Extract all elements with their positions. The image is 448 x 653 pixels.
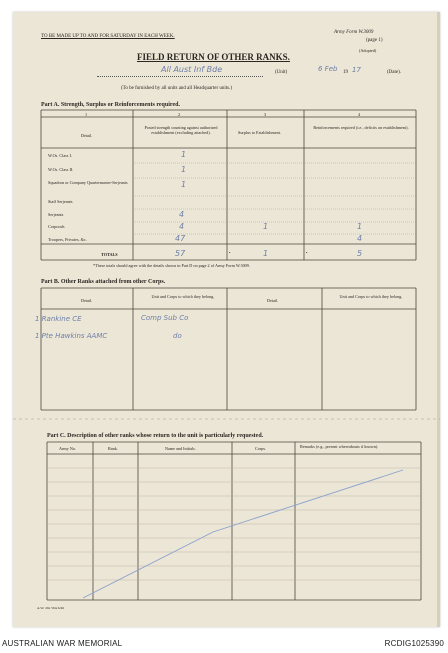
row-label-wo2: W.Os. Class II. <box>48 167 74 172</box>
row-value-troopers-reinf: 4 <box>357 234 363 243</box>
date-label: (Date). <box>387 70 402 75</box>
footer-institution: AUSTRALIAN WAR MEMORIAL <box>2 639 123 648</box>
row-value-corporals-surplus: 1 <box>263 222 269 231</box>
part-c-header-rank: Rank. <box>108 446 118 451</box>
part-a-heading: Part A. Strength, Surplus or Reinforcements required. <box>41 102 180 108</box>
form-sheet <box>13 12 440 627</box>
totals-posted: 57 <box>175 249 186 258</box>
part-c-header-army-no: Army No. <box>59 446 76 451</box>
row-label-wo1: W.Os. Class I. <box>48 153 72 158</box>
col-number-4: 4 <box>358 112 361 117</box>
part-c-header-corps: Corps. <box>255 446 267 451</box>
row-value-corporals-reinf: 1 <box>357 222 363 231</box>
adopted-label: (Adopted) <box>359 48 377 53</box>
part-b-entry-2-unit: do <box>173 332 182 340</box>
date-handwritten: 6 Feb <box>318 65 338 73</box>
row-label-cqms: Squadron or Company Quartermaster-Serjeants <box>48 180 128 185</box>
row-value-wo1-posted: 1 <box>181 150 187 159</box>
row-label-troopers: Troopers, Privates, &c. <box>48 237 87 242</box>
page-reference: (page 1) <box>366 38 383 43</box>
part-c-grid <box>13 12 440 627</box>
print-code: A.W. 20a 50A 6/46 <box>37 606 64 610</box>
form-title: FIELD RETURN OF OTHER RANKS. <box>137 52 290 62</box>
part-a-header-surplus: Surplus to Establishment. <box>238 130 281 135</box>
part-b-header-detail-2: Detail. <box>267 298 279 303</box>
footer-record-id: RCDIG1025390 <box>384 639 444 648</box>
part-c-heading: Part C. Description of other ranks whose return to the unit is particularly requested. <box>47 433 264 439</box>
saturday-note: TO BE MADE UP TO AND FOR SATURDAY IN EACH WEEK. <box>41 34 175 39</box>
row-label-serjeants: Serjeants <box>48 212 64 217</box>
row-value-corporals-posted: 4 <box>179 222 185 231</box>
row-value-cqms-posted: 1 <box>181 180 187 189</box>
row-value-wo2-posted: 1 <box>181 165 187 174</box>
totals-marker-surplus: • <box>229 250 231 255</box>
part-a-header-detail: Detail. <box>81 133 93 138</box>
part-b-header-detail-1: Detail. <box>81 298 93 303</box>
part-b-entry-1-detail: 1 Rankine CE <box>35 315 82 323</box>
year-prefix: 19 <box>343 70 348 75</box>
row-label-staff-serjeants: Staff Serjeants <box>48 199 73 204</box>
part-c-header-remarks: Remarks (e.g., present whereabouts if known). <box>300 444 379 449</box>
totals-surplus: 1 <box>263 249 269 258</box>
part-b-header-unit-1: Unit and Corps to which they belong. <box>151 294 215 299</box>
row-label-corporals: Corporals <box>48 224 65 229</box>
col-number-2: 2 <box>178 112 181 117</box>
part-b-heading: Part B. Other Ranks attached from other Corps. <box>41 279 166 285</box>
col-number-1: 1 <box>85 112 88 117</box>
totals-marker-reinf: • <box>306 250 308 255</box>
unit-label: (Unit) <box>275 70 288 75</box>
part-a-header-posted: Posted strength counting against authorized establishment (excluding attached). <box>144 125 218 135</box>
totals-reinf: 5 <box>357 249 363 258</box>
totals-label: TOTALS <box>101 252 118 257</box>
row-value-troopers-posted: 47 <box>175 234 186 243</box>
part-b-entry-1-unit: Comp Sub Co <box>141 314 189 322</box>
row-value-serjeants-posted: 4 <box>179 210 185 219</box>
archive-footer <box>0 637 448 653</box>
part-c-header-name: Name and Initials. <box>165 446 196 451</box>
part-a-header-reinforcements: Reinforcements required (i.e., deficits on establishment). <box>313 125 409 130</box>
unit-handwritten: All Aust Inf Bde <box>161 65 223 74</box>
part-b-entry-2-detail: 1 Pte Hawkins AAMC <box>35 332 108 340</box>
form-reference: Army Form W.3009 <box>334 30 374 35</box>
totals-note: *These totals should agree with the details shown in Part D on page 2 of Army Form W.3009. <box>93 263 250 268</box>
part-b-header-unit-2: Unit and Corps to which they belong. <box>339 294 403 299</box>
year-handwritten: 17 <box>352 66 361 74</box>
instruction-line: (To be furnished by all units and all Headquarter units.) <box>121 86 233 91</box>
col-number-3: 3 <box>264 112 267 117</box>
